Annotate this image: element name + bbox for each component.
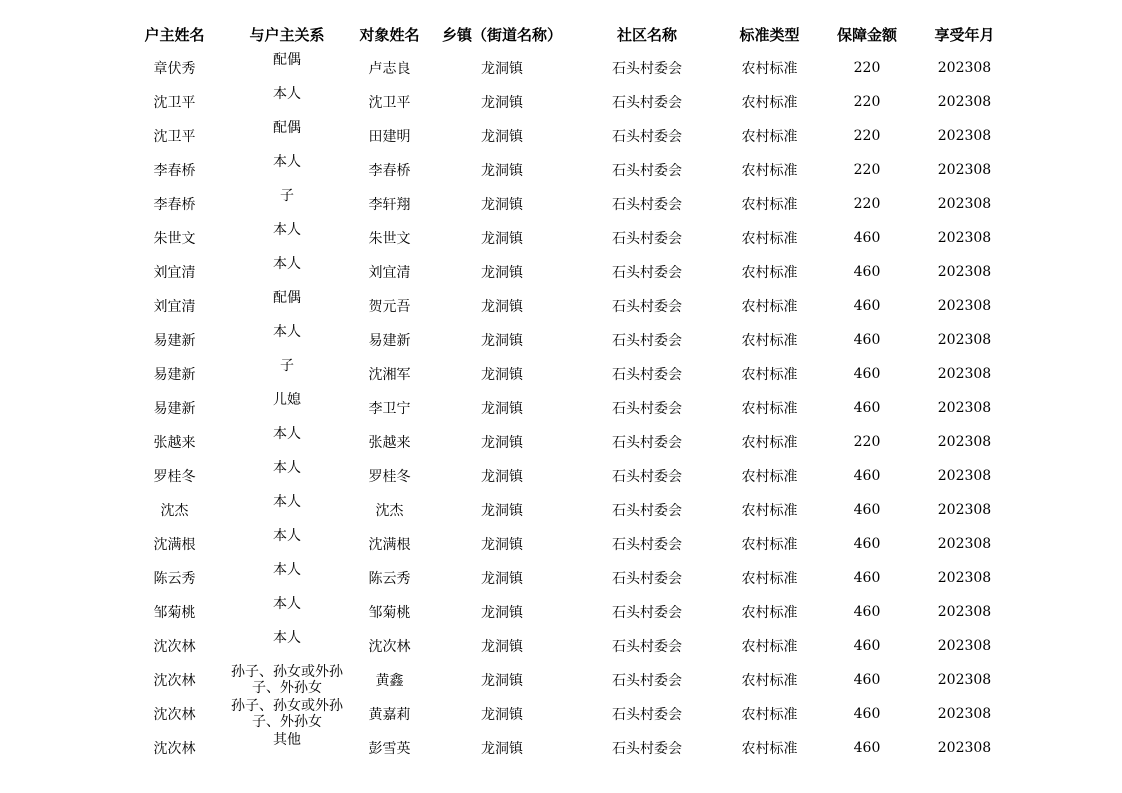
cell-householder-name: 沈次林: [153, 707, 196, 723]
cell-relation-to-householder: [227, 323, 347, 357]
cell-recipient-name: 罗桂冬: [368, 469, 411, 485]
column-header-recipient-name: 对象姓名: [359, 25, 420, 44]
cell-community-name: 石头村委会: [612, 367, 682, 383]
cell-benefit-amount: 220: [853, 128, 881, 144]
cell-recipient-name: 田建明: [368, 129, 411, 145]
cell-benefit-month: 202308: [937, 536, 992, 552]
cell-relation-to-householder: [227, 629, 347, 663]
cell-relation-to-householder: [227, 153, 347, 187]
cell-community-name: 石头村委会: [612, 163, 682, 179]
cell-recipient-name: 黄嘉莉: [368, 707, 411, 723]
cell-community-name: 石头村委会: [612, 401, 682, 417]
cell-householder-name: 朱世文: [153, 231, 196, 247]
cell-relation-to-householder: [227, 493, 347, 527]
cell-relation-to-householder: [227, 663, 347, 697]
cell-standard-type: 农村标准: [741, 231, 798, 247]
table-row: [122, 663, 1012, 697]
cell-benefit-month: 202308: [937, 60, 992, 76]
cell-recipient-name: 沈次林: [368, 639, 411, 655]
cell-householder-name: 邹菊桃: [153, 605, 196, 621]
cell-community-name: 石头村委会: [612, 537, 682, 553]
cell-community-name: 石头村委会: [612, 61, 682, 77]
cell-community-name: 石头村委会: [612, 265, 682, 281]
relation-text: 本人: [273, 528, 301, 544]
cell-recipient-name: 沈杰: [375, 503, 404, 519]
relation-text: 本人: [273, 86, 301, 102]
cell-township: 龙洞镇: [481, 707, 523, 723]
cell-township: 龙洞镇: [481, 129, 523, 145]
cell-community-name: 石头村委会: [612, 435, 682, 451]
cell-township: 龙洞镇: [481, 571, 523, 587]
cell-benefit-month: 202308: [937, 94, 992, 110]
cell-benefit-month: 202308: [937, 502, 992, 518]
cell-householder-name: 沈次林: [153, 673, 196, 689]
relation-text: 本人: [273, 596, 301, 612]
cell-relation-to-householder: [227, 187, 347, 221]
cell-benefit-month: 202308: [937, 230, 992, 246]
cell-community-name: 石头村委会: [612, 571, 682, 587]
cell-benefit-month: 202308: [937, 638, 992, 654]
cell-benefit-amount: 460: [853, 400, 881, 416]
cell-township: 龙洞镇: [481, 299, 523, 315]
cell-householder-name: 沈卫平: [153, 129, 196, 145]
relation-text: 配偶: [273, 52, 301, 68]
cell-township: 龙洞镇: [481, 469, 523, 485]
relation-text: 配偶: [273, 120, 301, 136]
column-header-benefit-month: 享受年月: [934, 25, 995, 44]
cell-standard-type: 农村标准: [741, 469, 798, 485]
cell-standard-type: 农村标准: [741, 435, 798, 451]
cell-community-name: 石头村委会: [612, 129, 682, 145]
cell-householder-name: 沈次林: [153, 741, 196, 757]
cell-benefit-amount: 460: [853, 332, 881, 348]
cell-township: 龙洞镇: [481, 197, 523, 213]
column-header-householder-name: 户主姓名: [144, 25, 205, 44]
cell-township: 龙洞镇: [481, 61, 523, 77]
relation-text: 配偶: [273, 290, 301, 306]
cell-benefit-amount: 220: [853, 60, 881, 76]
cell-recipient-name: 陈云秀: [368, 571, 411, 587]
column-header-relation-to-householder: 与户主关系: [249, 25, 325, 44]
cell-recipient-name: 贺元吾: [368, 299, 411, 315]
cell-householder-name: 刘宜清: [153, 299, 196, 315]
relation-text: 本人: [273, 562, 301, 578]
cell-benefit-amount: 220: [853, 196, 881, 212]
cell-householder-name: 章伏秀: [153, 61, 196, 77]
cell-relation-to-householder: [227, 561, 347, 595]
cell-standard-type: 农村标准: [741, 129, 798, 145]
cell-standard-type: 农村标准: [741, 673, 798, 689]
cell-standard-type: 农村标准: [741, 741, 798, 757]
cell-relation-to-householder: [227, 357, 347, 391]
cell-benefit-month: 202308: [937, 298, 992, 314]
cell-benefit-amount: 220: [853, 94, 881, 110]
cell-relation-to-householder: [227, 459, 347, 493]
table-row: [122, 85, 1012, 119]
cell-community-name: 石头村委会: [612, 231, 682, 247]
cell-benefit-amount: 460: [853, 604, 881, 620]
cell-benefit-month: 202308: [937, 162, 992, 178]
cell-householder-name: 沈次林: [153, 639, 196, 655]
cell-recipient-name: 邹菊桃: [368, 605, 411, 621]
table-row: [122, 459, 1012, 493]
relation-text: 孙子、孙女或外孙子、外孙女: [231, 664, 343, 696]
cell-householder-name: 易建新: [153, 367, 196, 383]
cell-standard-type: 农村标准: [741, 197, 798, 213]
table-row: [122, 187, 1012, 221]
table-row: [122, 595, 1012, 629]
table-row: [122, 493, 1012, 527]
cell-township: 龙洞镇: [481, 401, 523, 417]
cell-recipient-name: 刘宜清: [368, 265, 411, 281]
cell-relation-to-householder: [227, 289, 347, 323]
cell-standard-type: 农村标准: [741, 605, 798, 621]
cell-householder-name: 罗桂冬: [153, 469, 196, 485]
table-row: [122, 731, 1012, 765]
cell-standard-type: 农村标准: [741, 639, 798, 655]
cell-standard-type: 农村标准: [741, 537, 798, 553]
cell-relation-to-householder: [227, 85, 347, 119]
relation-text: 本人: [273, 222, 301, 238]
cell-standard-type: 农村标准: [741, 299, 798, 315]
table-row: [122, 697, 1012, 731]
relation-text: 本人: [273, 256, 301, 272]
cell-householder-name: 李春桥: [153, 163, 196, 179]
cell-relation-to-householder: [227, 595, 347, 629]
header-row: [122, 17, 1012, 51]
cell-community-name: 石头村委会: [612, 299, 682, 315]
cell-community-name: 石头村委会: [612, 741, 682, 757]
cell-benefit-month: 202308: [937, 128, 992, 144]
cell-householder-name: 陈云秀: [153, 571, 196, 587]
cell-recipient-name: 李轩翔: [368, 197, 411, 213]
table-body: [122, 51, 1012, 765]
cell-township: 龙洞镇: [481, 605, 523, 621]
table-row: [122, 425, 1012, 459]
cell-householder-name: 刘宜清: [153, 265, 196, 281]
cell-township: 龙洞镇: [481, 95, 523, 111]
relation-text: 其他: [273, 732, 301, 748]
cell-benefit-amount: 460: [853, 366, 881, 382]
cell-recipient-name: 朱世文: [368, 231, 411, 247]
column-header-standard-type: 标准类型: [739, 25, 800, 44]
cell-township: 龙洞镇: [481, 639, 523, 655]
cell-recipient-name: 沈湘军: [368, 367, 411, 383]
table-row: [122, 153, 1012, 187]
cell-benefit-amount: 460: [853, 536, 881, 552]
cell-benefit-amount: 460: [853, 740, 881, 756]
cell-community-name: 石头村委会: [612, 707, 682, 723]
cell-householder-name: 沈卫平: [153, 95, 196, 111]
cell-householder-name: 易建新: [153, 333, 196, 349]
cell-benefit-amount: 460: [853, 230, 881, 246]
cell-recipient-name: 李卫宁: [368, 401, 411, 417]
cell-standard-type: 农村标准: [741, 163, 798, 179]
relation-text: 孙子、孙女或外孙子、外孙女: [231, 698, 343, 730]
cell-relation-to-householder: [227, 391, 347, 425]
relation-text: 本人: [273, 494, 301, 510]
cell-benefit-month: 202308: [937, 570, 992, 586]
cell-community-name: 石头村委会: [612, 639, 682, 655]
table-row: [122, 357, 1012, 391]
cell-community-name: 石头村委会: [612, 333, 682, 349]
cell-township: 龙洞镇: [481, 333, 523, 349]
cell-township: 龙洞镇: [481, 435, 523, 451]
cell-community-name: 石头村委会: [612, 469, 682, 485]
cell-recipient-name: 沈满根: [368, 537, 411, 553]
cell-recipient-name: 彭雪英: [368, 741, 411, 757]
cell-recipient-name: 易建新: [368, 333, 411, 349]
table-row: [122, 221, 1012, 255]
cell-benefit-month: 202308: [937, 604, 992, 620]
cell-standard-type: 农村标准: [741, 503, 798, 519]
cell-township: 龙洞镇: [481, 163, 523, 179]
relation-text: 子: [280, 358, 294, 374]
table-row: [122, 561, 1012, 595]
cell-householder-name: 易建新: [153, 401, 196, 417]
cell-standard-type: 农村标准: [741, 707, 798, 723]
cell-recipient-name: 李春桥: [368, 163, 411, 179]
cell-benefit-amount: 460: [853, 706, 881, 722]
cell-benefit-month: 202308: [937, 366, 992, 382]
cell-benefit-month: 202308: [937, 264, 992, 280]
cell-community-name: 石头村委会: [612, 503, 682, 519]
cell-standard-type: 农村标准: [741, 265, 798, 281]
cell-township: 龙洞镇: [481, 673, 523, 689]
cell-benefit-month: 202308: [937, 434, 992, 450]
table-row: [122, 323, 1012, 357]
cell-benefit-month: 202308: [937, 706, 992, 722]
cell-benefit-month: 202308: [937, 332, 992, 348]
cell-householder-name: 李春桥: [153, 197, 196, 213]
cell-township: 龙洞镇: [481, 367, 523, 383]
table-row: [122, 255, 1012, 289]
cell-householder-name: 沈满根: [153, 537, 196, 553]
cell-community-name: 石头村委会: [612, 95, 682, 111]
cell-benefit-month: 202308: [937, 400, 992, 416]
cell-standard-type: 农村标准: [741, 401, 798, 417]
cell-community-name: 石头村委会: [612, 197, 682, 213]
cell-benefit-month: 202308: [937, 468, 992, 484]
cell-community-name: 石头村委会: [612, 673, 682, 689]
cell-township: 龙洞镇: [481, 741, 523, 757]
cell-relation-to-householder: [227, 255, 347, 289]
table-row: [122, 629, 1012, 663]
relation-text: 子: [280, 188, 294, 204]
relation-text: 本人: [273, 324, 301, 340]
beneficiary-table: [122, 17, 1012, 765]
cell-relation-to-householder: [227, 425, 347, 459]
column-header-benefit-amount: 保障金额: [836, 25, 897, 44]
cell-standard-type: 农村标准: [741, 367, 798, 383]
table-header: [122, 17, 1012, 51]
relation-text: 本人: [273, 426, 301, 442]
cell-standard-type: 农村标准: [741, 571, 798, 587]
relation-text: 本人: [273, 630, 301, 646]
cell-householder-name: 沈杰: [160, 503, 189, 519]
cell-benefit-amount: 460: [853, 570, 881, 586]
cell-benefit-month: 202308: [937, 196, 992, 212]
cell-township: 龙洞镇: [481, 231, 523, 247]
cell-householder-name: 张越来: [153, 435, 196, 451]
table-row: [122, 289, 1012, 323]
cell-benefit-amount: 460: [853, 672, 881, 688]
cell-recipient-name: 黄鑫: [375, 673, 404, 689]
table-row: [122, 51, 1012, 85]
cell-benefit-amount: 460: [853, 298, 881, 314]
cell-recipient-name: 卢志良: [368, 61, 411, 77]
cell-community-name: 石头村委会: [612, 605, 682, 621]
cell-benefit-amount: 220: [853, 162, 881, 178]
cell-benefit-amount: 220: [853, 434, 881, 450]
table-row: [122, 391, 1012, 425]
cell-benefit-amount: 460: [853, 468, 881, 484]
column-header-community-name: 社区名称: [616, 25, 677, 44]
cell-township: 龙洞镇: [481, 265, 523, 281]
cell-relation-to-householder: [227, 51, 347, 85]
table-row: [122, 119, 1012, 153]
cell-benefit-amount: 460: [853, 264, 881, 280]
cell-relation-to-householder: [227, 527, 347, 561]
cell-standard-type: 农村标准: [741, 333, 798, 349]
relation-text: 儿媳: [273, 392, 301, 408]
relation-text: 本人: [273, 154, 301, 170]
cell-township: 龙洞镇: [481, 503, 523, 519]
cell-relation-to-householder: [227, 119, 347, 153]
column-header-township: 乡镇（街道名称）: [441, 25, 562, 44]
cell-benefit-amount: 460: [853, 502, 881, 518]
cell-standard-type: 农村标准: [741, 61, 798, 77]
relation-text: 本人: [273, 460, 301, 476]
cell-benefit-month: 202308: [937, 672, 992, 688]
cell-relation-to-householder: [227, 697, 347, 731]
cell-benefit-month: 202308: [937, 740, 992, 756]
cell-township: 龙洞镇: [481, 537, 523, 553]
table-row: [122, 527, 1012, 561]
cell-recipient-name: 张越来: [368, 435, 411, 451]
cell-standard-type: 农村标准: [741, 95, 798, 111]
cell-recipient-name: 沈卫平: [368, 95, 411, 111]
cell-relation-to-householder: [227, 731, 347, 765]
cell-benefit-amount: 460: [853, 638, 881, 654]
cell-relation-to-householder: [227, 221, 347, 255]
